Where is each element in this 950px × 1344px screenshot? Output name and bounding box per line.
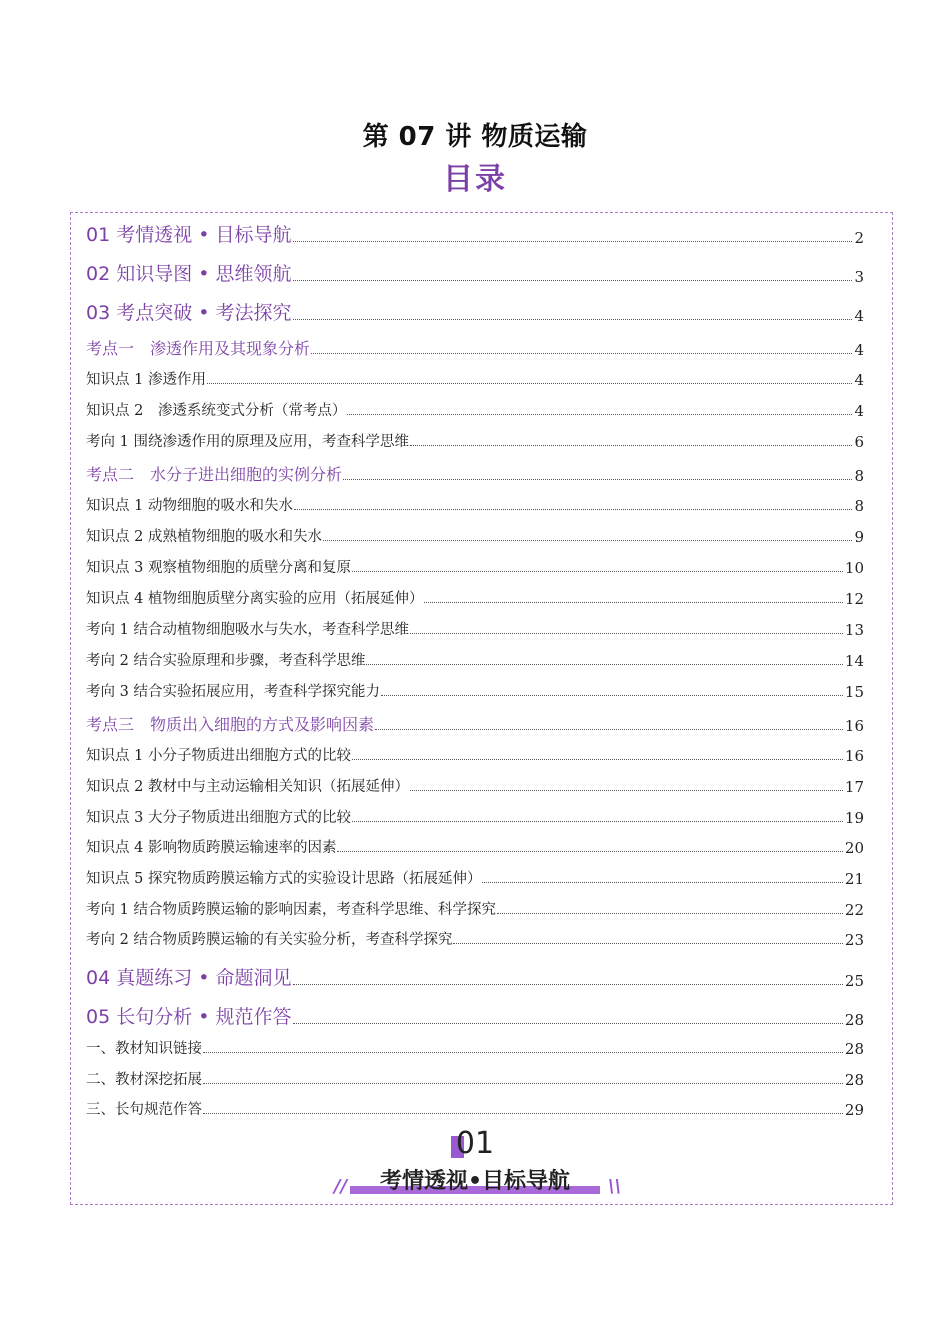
toc-page-number: 8 <box>854 467 864 485</box>
toc-dot-leader <box>352 759 843 760</box>
toc-page-number: 16 <box>844 717 864 735</box>
toc-dot-leader <box>497 913 843 914</box>
toc-entry[interactable] <box>86 712 864 735</box>
toc-entry[interactable] <box>86 1037 864 1058</box>
toc-dot-leader <box>343 479 852 480</box>
slash-decoration-left: // <box>334 1176 348 1197</box>
section-number: 01 <box>455 1126 495 1161</box>
toc-page-number: 15 <box>844 683 864 701</box>
toc-page-number: 8 <box>854 497 864 515</box>
toc-entry[interactable] <box>86 963 864 990</box>
toc-dot-leader <box>293 280 853 281</box>
toc-dot-leader <box>381 695 843 696</box>
toc-entry-label: 三、长句规范作答 <box>86 1102 202 1118</box>
toc-entry-label: 知识点 2 成熟植物细胞的吸水和失水 <box>86 529 322 545</box>
toc-page-number: 25 <box>844 972 864 990</box>
toc-page-number: 4 <box>854 341 864 359</box>
toc-entry[interactable] <box>86 1068 864 1089</box>
toc-entry-label: 考向 1 围绕渗透作用的原理及应用，考查科学思维 <box>86 434 409 450</box>
toc-entry[interactable] <box>86 494 864 515</box>
section-heading: 考情透视•目标导航 <box>379 1169 571 1194</box>
toc-entry-label: 02 知识导图 • 思维领航 <box>86 263 292 285</box>
toc-entry[interactable] <box>86 680 864 701</box>
toc-entry[interactable] <box>86 368 864 389</box>
toc-dot-leader <box>453 943 842 944</box>
toc-entry[interactable] <box>86 220 864 247</box>
toc-entry[interactable] <box>86 525 864 546</box>
toc-page-number: 28 <box>844 1011 864 1029</box>
toc-dot-leader <box>352 571 843 572</box>
toc-entry-label: 知识点 3 大分子物质进出细胞方式的比较 <box>86 810 351 826</box>
toc-page-number: 9 <box>854 528 864 546</box>
toc-entry-label: 知识点 5 探究物质跨膜运输方式的实验设计思路（拓展延伸） <box>86 871 482 887</box>
toc-dot-leader <box>410 790 843 791</box>
toc-entry[interactable] <box>86 649 864 670</box>
toc-entry-label: 01 考情透视 • 目标导航 <box>86 224 292 246</box>
toc-dot-leader <box>293 984 843 985</box>
toc-page-number: 6 <box>854 433 864 451</box>
toc-entry-label: 一、教材知识链接 <box>86 1041 202 1057</box>
toc-entry[interactable] <box>86 259 864 286</box>
toc-dot-leader <box>482 882 842 883</box>
toc-entry-label: 知识点 2 教材中与主动运输相关知识（拓展延伸） <box>86 779 409 795</box>
toc-page-number: 16 <box>844 747 864 765</box>
toc-dot-leader <box>323 540 853 541</box>
toc-entry[interactable] <box>86 298 864 325</box>
toc-entry-label: 考向 2 结合实验原理和步骤，考查科学思维 <box>86 653 366 669</box>
section-badge <box>330 1124 620 1204</box>
toc-dot-leader <box>293 241 853 242</box>
toc-dot-leader <box>207 383 853 384</box>
toc-entry-label: 03 考点突破 • 考法探究 <box>86 302 292 324</box>
toc-dot-leader <box>410 445 853 446</box>
toc-page-number: 20 <box>844 839 864 857</box>
toc-page-number: 28 <box>844 1040 864 1058</box>
toc-entry-label: 知识点 2 渗透系统变式分析（常考点） <box>86 403 347 419</box>
toc-entry[interactable] <box>86 928 864 949</box>
toc-entry-label: 知识点 1 动物细胞的吸水和失水 <box>86 498 293 514</box>
toc-dot-leader <box>366 664 842 665</box>
toc-entry[interactable] <box>86 618 864 639</box>
toc-page-number: 12 <box>844 590 864 608</box>
toc-entry-label: 考点三 物质出入细胞的方式及影响因素 <box>86 715 375 734</box>
toc-entry[interactable] <box>86 399 864 420</box>
toc-entry-label: 二、教材深挖拓展 <box>86 1072 202 1088</box>
toc-page-number: 17 <box>844 778 864 796</box>
toc-entry-label: 考点二 水分子进出细胞的实例分析 <box>86 465 343 484</box>
toc-page-number: 3 <box>854 268 864 286</box>
toc-page-number: 28 <box>844 1071 864 1089</box>
toc-entry-label: 考向 2 结合物质跨膜运输的有关实验分析，考查科学探究 <box>86 932 453 948</box>
toc-page-number: 29 <box>844 1101 864 1119</box>
toc-entry[interactable] <box>86 867 864 888</box>
toc-page-number: 21 <box>844 870 864 888</box>
toc-entry[interactable] <box>86 775 864 796</box>
toc-entry-label: 知识点 3 观察植物细胞的质壁分离和复原 <box>86 560 351 576</box>
toc-entry[interactable] <box>86 587 864 608</box>
toc-page-number: 4 <box>854 371 864 389</box>
toc-entry[interactable] <box>86 556 864 577</box>
toc-page-number: 19 <box>844 809 864 827</box>
toc-page-number: 22 <box>844 901 864 919</box>
toc-page-number: 23 <box>844 931 864 949</box>
toc-entry[interactable] <box>86 462 864 485</box>
toc-entry[interactable] <box>86 430 864 451</box>
toc-dot-leader <box>293 1023 843 1024</box>
toc-dot-leader <box>293 319 853 320</box>
toc-heading: 目录 <box>443 162 507 197</box>
toc-entry-label: 考点一 渗透作用及其现象分析 <box>86 339 311 358</box>
slash-decoration-right: \\ <box>608 1176 622 1197</box>
toc-entry[interactable] <box>86 744 864 765</box>
toc-dot-leader <box>424 602 842 603</box>
toc-entry-label: 知识点 1 渗透作用 <box>86 372 206 388</box>
toc-entry[interactable] <box>86 1002 864 1029</box>
toc-entry[interactable] <box>86 836 864 857</box>
toc-dot-leader <box>294 509 853 510</box>
toc-page-number: 13 <box>844 621 864 639</box>
toc-entry-label: 知识点 4 影响物质跨膜运输速率的因素 <box>86 840 337 856</box>
toc-entry-label: 04 真题练习 • 命题洞见 <box>86 967 292 989</box>
toc-entry[interactable] <box>86 806 864 827</box>
toc-dot-leader <box>203 1052 843 1053</box>
toc-entry[interactable] <box>86 336 864 359</box>
toc-dot-leader <box>337 851 842 852</box>
toc-entry-label: 考向 3 结合实验拓展应用，考查科学探究能力 <box>86 684 380 700</box>
toc-entry-label: 05 长句分析 • 规范作答 <box>86 1006 292 1028</box>
toc-dot-leader <box>375 729 843 730</box>
toc-page-number: 14 <box>844 652 864 670</box>
toc-entry-label: 知识点 1 小分子物质进出细胞方式的比较 <box>86 748 351 764</box>
toc-entry-label: 考向 1 结合动植物细胞吸水与失水，考查科学思维 <box>86 622 409 638</box>
toc-dot-leader <box>352 821 843 822</box>
toc-page-number: 10 <box>844 559 864 577</box>
toc-page-number: 4 <box>854 307 864 325</box>
toc-entry-label: 考向 1 结合物质跨膜运输的影响因素，考查科学思维、科学探究 <box>86 902 496 918</box>
toc-dot-leader <box>347 414 852 415</box>
toc-dot-leader <box>410 633 843 634</box>
toc-dot-leader <box>311 353 852 354</box>
toc-entry[interactable] <box>86 898 864 919</box>
toc-dot-leader <box>203 1083 843 1084</box>
document-title: 第 07 讲 物质运输 <box>362 122 588 152</box>
toc-dot-leader <box>203 1113 843 1114</box>
toc-page-number: 2 <box>854 229 864 247</box>
toc-entry[interactable] <box>86 1098 864 1119</box>
toc-entry-label: 知识点 4 植物细胞质壁分离实验的应用（拓展延伸） <box>86 591 424 607</box>
toc-page-number: 4 <box>854 402 864 420</box>
